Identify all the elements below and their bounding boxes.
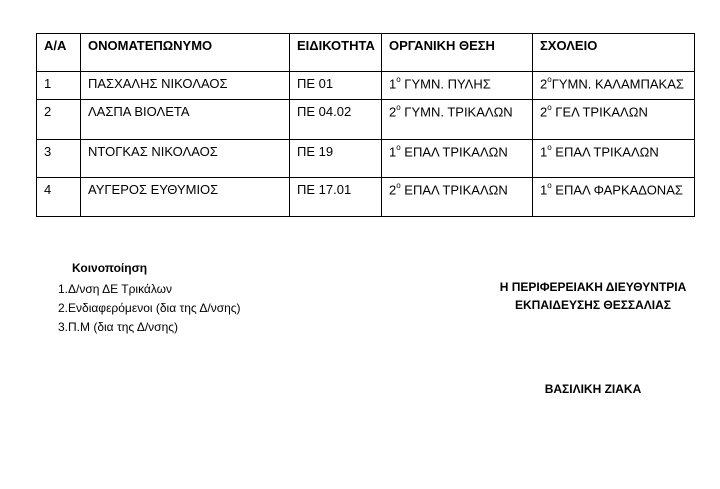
cell-name: ΠΑΣΧΑΛΗΣ ΝΙΚΟΛΑΟΣ — [81, 72, 290, 100]
cell-organic-position: $2^o$ ΓΥΜΝ. ΤΡΙΚΑΛΩΝ — [382, 100, 533, 140]
cell-name: ΛΑΣΠΑ ΒΙΟΛΕΤΑ — [81, 100, 290, 140]
cell-aa: 2 — [37, 100, 81, 140]
notification-title: Κοινοποίηση — [72, 261, 148, 275]
signatory-name: ΒΑΣΙΛΙΚΗ ΖΙΑΚΑ — [544, 382, 642, 396]
table-row — [37, 72, 695, 100]
cell-organic-position: $1^o$ ΓΥΜΝ. ΠΥΛΗΣ — [382, 72, 533, 100]
cell-aa: 3 — [37, 140, 81, 178]
cell-aa: 4 — [37, 178, 81, 217]
signatory-title-line2: ΕΚΠΑΙΔΕΥΣΗΣ ΘΕΣΣΑΛΙΑΣ — [515, 298, 671, 312]
signatory-title-line1: Η ΠΕΡΙΦΕΡΕΙΑΚΗ ΔΙΕΥΘΥΝΤΡΙΑ — [499, 280, 687, 294]
table-header-row — [37, 34, 695, 72]
cell-name: ΝΤΟΓΚΑΣ ΝΙΚΟΛΑΟΣ — [81, 140, 290, 178]
cell-organic-position: $2^o$ ΕΠΑΛ ΤΡΙΚΑΛΩΝ — [382, 178, 533, 217]
header-aa: Α/Α — [37, 34, 81, 72]
cell-organic-position: $1^o$ ΕΠΑΛ ΤΡΙΚΑΛΩΝ — [382, 140, 533, 178]
notification-item: 2.Ενδιαφερόμενοι (δια της Δ/νσης) — [58, 301, 241, 315]
notification-block — [58, 259, 241, 337]
cell-school: $2^o\Gamma\Upsilon MN$. ΚΑΛΑΜΠΑΚΑΣ — [533, 72, 695, 100]
cell-specialty: ΠΕ 01 — [290, 72, 382, 100]
header-name: ΟΝΟΜΑΤΕΠΩΝΥΜΟ — [81, 34, 290, 72]
table-row — [37, 140, 695, 178]
table-row — [37, 178, 695, 217]
cell-school: $1^o$ ΕΠΑΛ ΤΡΙΚΑΛΩΝ — [533, 140, 695, 178]
cell-specialty: ΠΕ 19 — [290, 140, 382, 178]
signatory-title — [480, 278, 706, 314]
header-school: ΣΧΟΛΕΙΟ — [533, 34, 695, 72]
cell-aa: 1 — [37, 72, 81, 100]
cell-name: ΑΥΓΕΡΟΣ ΕΥΘΥΜΙΟΣ — [81, 178, 290, 217]
cell-specialty: ΠΕ 04.02 — [290, 100, 382, 140]
notification-item: 3.Π.Μ (δια της Δ/νσης) — [58, 320, 179, 334]
placements-table — [36, 33, 695, 217]
header-organic-position: ΟΡΓΑΝΙΚΗ ΘΕΣΗ — [382, 34, 533, 72]
header-specialty: ΕΙΔΙΚΟΤΗΤΑ — [290, 34, 382, 72]
table-row — [37, 100, 695, 140]
notification-item: 1.Δ/νση ΔΕ Τρικάλων — [58, 282, 173, 296]
cell-school: $2^o$ ΓΕΛ ΤΡΙΚΑΛΩΝ — [533, 100, 695, 140]
cell-specialty: ΠΕ 17.01 — [290, 178, 382, 217]
cell-school: $1^o$ ΕΠΑΛ ΦΑΡΚΑΔΟΝΑΣ — [533, 178, 695, 217]
